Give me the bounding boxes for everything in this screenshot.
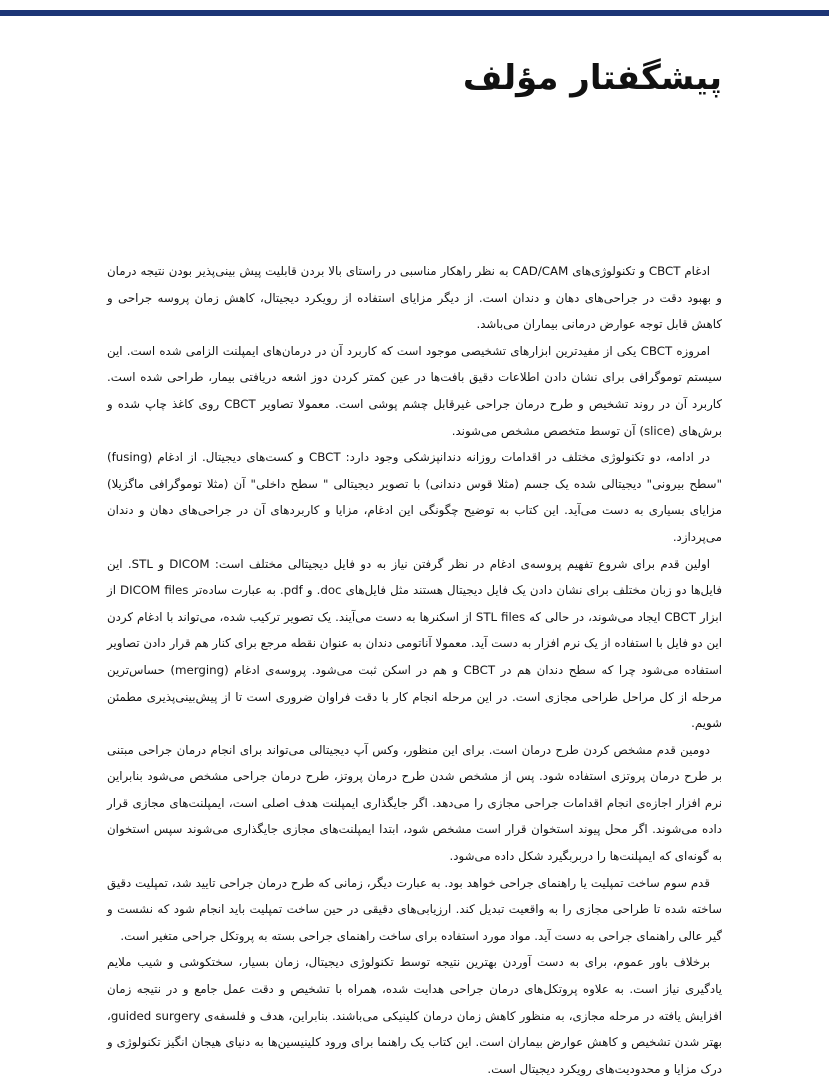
paragraph: در ادامه، دو تکنولوژی مختلف در اقدامات روزانه دندانپزشکی وجود دارد: CBCT و کست‌های دیجیتال. از ادغام (fusing) "سطح بیرونی" دیجیتالی شده یک جسم (مثلا قوس دندانی) با تصویر دیجیتالی " سطح داخلی" آن (مثلا توموگرافی ماگزیلا) مزایای بسیاری به دست می‌آید. این کتاب به توضیح چگونگی این ادغام، مزایا و کاربردهای آن در جراحی‌های دهان و دندان می‌پردازد. (107, 450, 722, 544)
paragraph: امروزه CBCT یکی از مفیدترین ابزارهای تشخیصی موجود است که کاربرد آن در درمان‌های ایمپلنت الزامی شده است. این سیستم توموگرافی برای نشان دادن اطلاعات دقیق بافت‌ها در عین کمتر کردن دوز اشعه دریافتی بیمار، طراحی شده است. کاربرد آن در روند تشخیص و طرح درمان جراحی غیرقابل چشم پوشی است. معمولا تصاویر CBCT روی کاغذ چاپ شده و برش‌های (slice) آن توسط متخصص مشخص می‌شوند. (107, 343, 722, 438)
paragraph: برخلاف باور عموم، برای به دست آوردن بهترین نتیجه توسط تکنولوژی دیجیتال، زمان بسیار، سختکوشی و شیب ملایم یادگیری نیاز است. به علاوه پروتکل‌های درمان جراحی هدایت شده، همراه با تشخیص و دقت عمل جامع و در نتیجه زمان افزایش یافته در مرحله مجازی، به منظور کاهش زمان درمان کلینیکی می‌باشند. بنابراین، هدف و فلسفه‌ی guided surgery، بهتر شدن تشخیص و کاهش عوارض بیماران است. این کتاب یک راهنما برای ورود کلینیسین‌ها به دنیای هیجان انگیز تکنولوژی و درک مزایا و محدودیت‌های رویکرد دیجیتال است. (107, 955, 722, 1076)
page-title: پیشگفتار مؤلف (462, 58, 722, 98)
paragraph: اولین قدم برای شروع تفهیم پروسه‌ی ادغام در نظر گرفتن نیاز به دو فایل دیجیتالی مختلف است: DICOM و STL. این فایل‌ها دو زبان مختلف برای نشان دادن یک فایل دیجیتال هستند مثل فایل‌های doc. و pdf. به عبارت ساده‌تر DICOM files از ابزار CBCT ایجاد می‌شوند، در حالی که STL files از اسکنرها به دست می‌آیند. یک تصویر ترکیب شده، می‌تواند با ادغام کردن این دو فایل با استفاده از یک نرم افزار به دست آید. معمولا آناتومی دندان به عنوان نقطه مرجع برای کنار هم قرار دادن تصاویر استفاده می‌شود چرا که سطح دندان هم در CBCT و هم در اسکن ثبت می‌شود. پروسه‌ی ادغام (merging) حساس‌ترین مرحله از کل مراحل طراحی مجازی است. در این مرحله انجام کار با دقت فراوان ضروری است تا از پیش‌بینی‌پذیری مطمئن شویم. (107, 556, 722, 731)
body-text (107, 258, 722, 1082)
paragraph: ادغام CBCT و تکنولوژی‌های CAD/CAM به نظر راهکار مناسبی در راستای بالا بردن قابلیت پیش بینی‌پذیر بودن نتیجه درمان و بهبود دقت در جراحی‌های دهان و دندان است. از دیگر مزایای استفاده از رویکرد دیجیتال، کاهش زمان پروسه جراحی و کاهش قابل توجه عوارض درمانی بیماران می‌باشد. (107, 264, 722, 332)
paragraph: دومین قدم مشخص کردن طرح درمان است. برای این منظور، وکس آپ دیجیتالی می‌تواند برای انجام درمان جراحی مبتنی بر طرح درمان پروتزی استفاده شود. پس از مشخص شدن طرح درمان پروتز، طرح درمان جراحی مشخص می‌شود بنابراین نرم افزار اجازه‌ی انجام اقدامات جراحی مجازی را می‌دهد. اگر جایگذاری ایمپلنت هدف اصلی است، ایمپلنت‌های مجازی قرار داده می‌شوند. اگر محل پیوند استخوان قرار است مشخص شود، ابتدا ایمپلنت‌های مجازی جایگذاری می‌شوند سپس استخوان به گونه‌ای که ایمپلنت‌ها را دربربگیرد شکل داده می‌شود. (107, 742, 722, 864)
paragraph: قدم سوم ساخت تمپلیت یا راهنمای جراحی خواهد بود. به عبارت دیگر، زمانی که طرح درمان جراحی تایید شد، تمپلیت دقیق ساخته شده تا طراحی مجازی را به واقعیت تبدیل کند. ارزیابی‌های دقیقی در حین ساخت تمپلیت باید انجام شود که نشست و گیر عالی راهنمای جراحی به دست آید. مواد مورد استفاده برای ساخت راهنمای جراحی بسته به پروتکل جراحی متغیر است. (107, 875, 722, 943)
header-rule (0, 10, 829, 16)
